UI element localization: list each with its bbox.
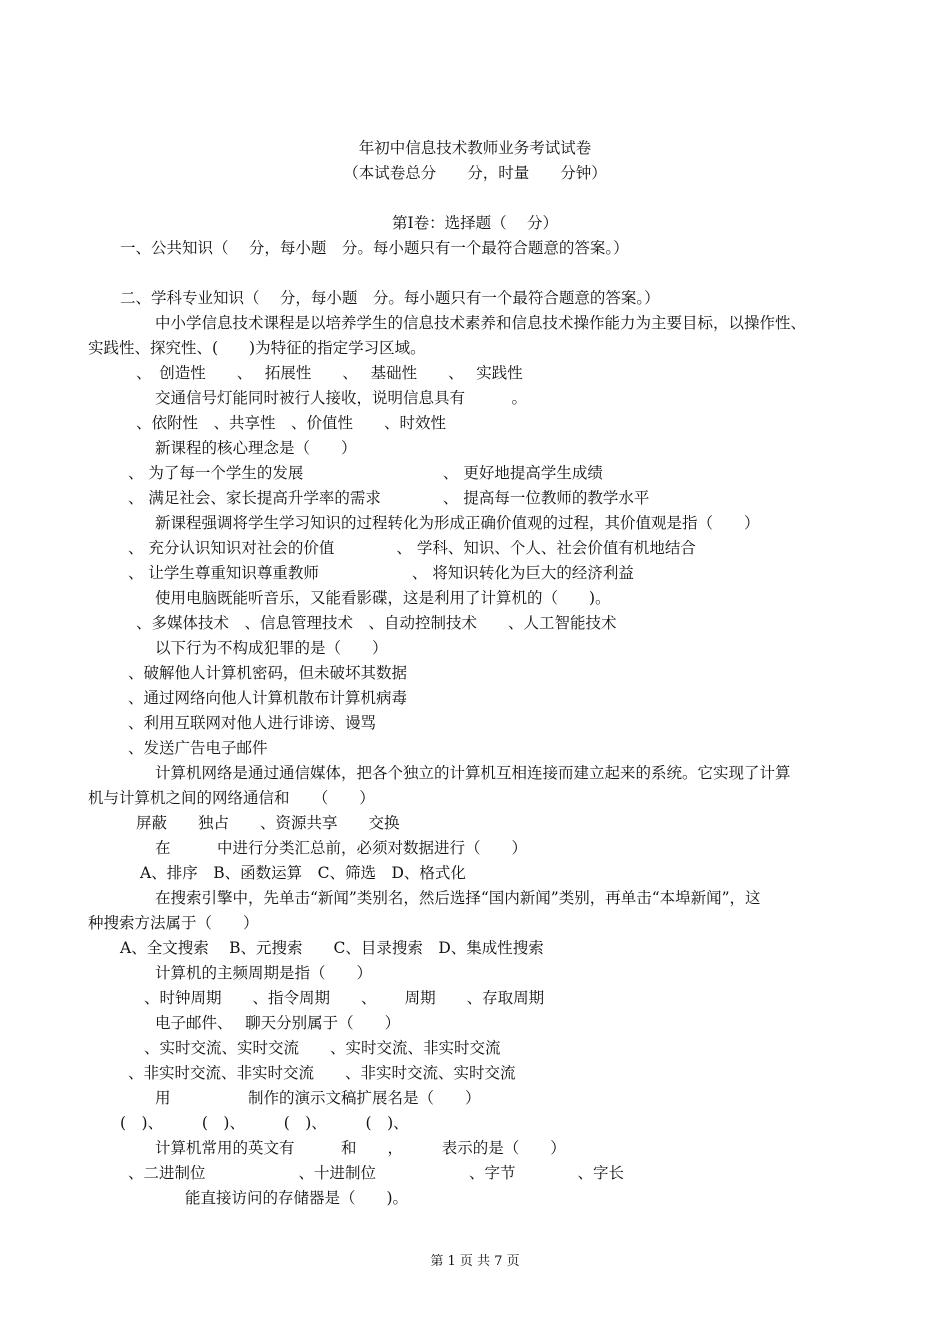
question-text: 计算机的主频周期是指（ ） <box>155 964 373 982</box>
question-text: 用 制作的演示文稿扩展名是（ ） <box>155 1089 481 1107</box>
answer-options: 、 充分认识知识对社会的价值 、 学科、知识、个人、社会价值有机地结合 <box>128 539 696 557</box>
question-text: 电子邮件、 聊天分别属于（ ） <box>155 1014 401 1032</box>
answer-options: 、 满足社会、家长提高升学率的需求 、 提高每一位教师的教学水平 <box>128 489 650 507</box>
question-text-cont: 实践性、探究性、( )为特征的指定学习区域。 <box>88 339 426 357</box>
answer-options: A、排序 B、函数运算 C、筛选 D、格式化 <box>140 864 466 882</box>
question-text: 使用电脑既能听音乐，又能看影碟，这是利用了计算机的（ )。 <box>155 589 611 607</box>
question-text: 以下行为不构成犯罪的是（ ） <box>155 639 388 657</box>
answer-options: 屏蔽 独占 、资源共享 交换 <box>136 814 400 832</box>
exam-subtitle: （本试卷总分 分，时量 分钟） <box>343 164 607 182</box>
answer-options: 、依附性 、共享性 、价值性 、时效性 <box>136 414 447 432</box>
answer-options: 、 让学生尊重知识尊重教师 、 将知识转化为巨大的经济利益 <box>128 564 634 582</box>
question-text-cont: 种搜索方法属于（ ） <box>88 914 259 932</box>
question-text: 新课程的核心理念是（ ） <box>155 439 357 457</box>
part-two-heading: 二、学科专业知识（ 分，每小题 分。每小题只有一个最符合题意的答案。） <box>120 289 660 307</box>
answer-options: 、多媒体技术 、信息管理技术 、自动控制技术 、人工智能技术 <box>136 614 617 632</box>
answer-options: ( )、 ( )、 ( )、 ( )、 <box>120 1114 409 1132</box>
page-footer: 第 1 页 共 7 页 <box>430 1254 520 1269</box>
section-header: 第Ⅰ卷：选择题（ 分） <box>391 214 559 232</box>
question-text: 计算机常用的英文有 和 ， 表示的是（ ） <box>155 1139 566 1157</box>
answer-options: 、二进制位 、十进制位 、字节 、字长 <box>128 1164 625 1182</box>
answer-option: 、破解他人计算机密码，但未破坏其数据 <box>128 664 408 682</box>
answer-options: 、非实时交流、非实时交流 、非实时交流、实时交流 <box>128 1064 516 1082</box>
question-text: 中小学信息技术课程是以培养学生的信息技术素养和信息技术操作能力为主要目标，以操作性、 <box>155 314 807 332</box>
exam-title: 年初中信息技术教师业务考试试卷 <box>358 139 592 157</box>
answer-options: 、时钟周期 、指令周期 、 周期 、存取周期 <box>144 989 545 1007</box>
answer-option: 、通过网络向他人计算机散布计算机病毒 <box>128 689 408 707</box>
question-text: 交通信号灯能同时被行人接收，说明信息具有 。 <box>155 389 528 407</box>
question-text: 在搜索引擎中，先单击“新闻”类别名，然后选择“国内新闻”类别，再单击“本埠新闻”，这 <box>155 889 761 907</box>
question-text: 新课程强调将学生学习知识的过程转化为形成正确价值观的过程，其价值观是指（ ） <box>155 514 760 532</box>
answer-options: 、实时交流、实时交流 、实时交流、非实时交流 <box>144 1039 501 1057</box>
answer-option: 、利用互联网对他人进行诽谤、谩骂 <box>128 714 377 732</box>
part-one-heading: 一、公共知识（ 分，每小题 分。每小题只有一个最符合题意的答案。） <box>120 239 629 257</box>
question-text-cont: 机与计算机之间的网络通信和 （ ） <box>88 789 375 807</box>
answer-options: 、 为了每一个学生的发展 、 更好地提高学生成绩 <box>128 464 603 482</box>
question-text: 计算机网络是通过通信媒体，把各个独立的计算机互相连接而建立起来的系统。它实现了计算 <box>155 764 791 782</box>
answer-options: 、 创造性 、 拓展性 、 基础性 、 实践性 <box>136 364 523 382</box>
question-text: 能直接访问的存储器是（ )。 <box>185 1189 409 1207</box>
question-text: 在 中进行分类汇总前，必须对数据进行（ ） <box>155 839 528 857</box>
answer-option: 、发送广告电子邮件 <box>128 739 268 757</box>
answer-options: A、全文搜索 B、元搜索 C、目录搜索 D、集成性搜索 <box>120 939 544 957</box>
